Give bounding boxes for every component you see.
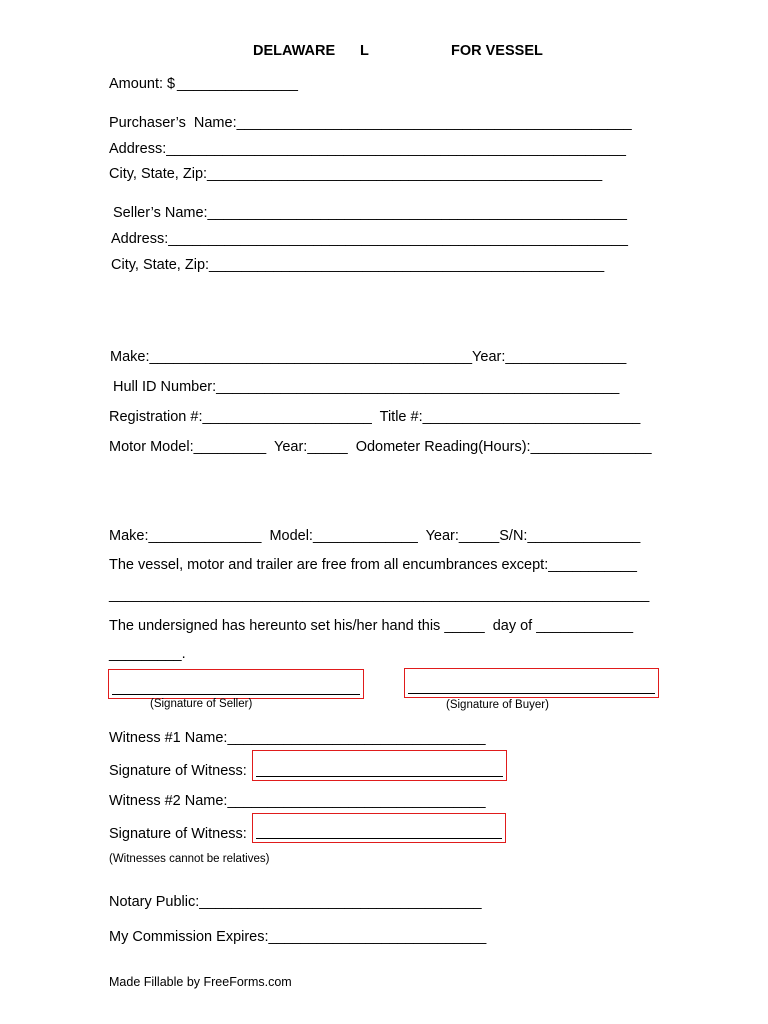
motor-field[interactable]: Motor Model:_________ Year:_____ Odometer Reading(Hours):_______________ [109,439,652,455]
purchaser-city-field[interactable]: City, State, Zip:_________________________________________________ [109,166,603,182]
seller-signature-field[interactable] [108,669,364,699]
witness2-signature-label: Signature of Witness: [109,826,247,842]
witness1-signature-field[interactable] [252,750,507,781]
title-state: DELAWARE [253,43,336,59]
witness1-name-field[interactable]: Witness #1 Name:________________________________ [109,730,486,746]
amount-blank[interactable]: _______________ [177,76,298,92]
buyer-signature-field[interactable] [404,668,659,698]
seller-signature-label: (Signature of Seller) [150,698,253,710]
encumbrances-continuation-field[interactable]: ___________________________________________________________________ [109,587,650,603]
footer-credit: Made Fillable by FreeForms.com [109,975,292,989]
seller-name-field[interactable]: Seller’s Name:____________________________________________________ [113,205,627,221]
witness-note: (Witnesses cannot be relatives) [109,853,270,865]
encumbrances-field[interactable]: The vessel, motor and trailer are free from all encumbrances except:___________ [109,557,637,573]
witness2-name-field[interactable]: Witness #2 Name:________________________________ [109,793,486,809]
trailer-make-model-field[interactable]: Make:______________ Model:_____________ Year:_____S/N:______________ [109,528,641,544]
seller-address-field[interactable]: Address:_________________________________________________________ [111,231,628,247]
registration-title-field[interactable]: Registration #:_____________________ Title #:___________________________ [109,409,641,425]
witness1-signature-label: Signature of Witness: [109,763,247,779]
notary-public-field[interactable]: Notary Public:___________________________________ [109,894,482,910]
amount-label: Amount: $ [109,76,176,92]
commission-expires-field[interactable]: My Commission Expires:___________________________ [109,929,487,945]
title-middle: L [360,43,369,59]
undersigned-continuation-field[interactable]: _________. [109,646,186,662]
undersigned-field[interactable]: The undersigned has hereunto set his/her hand this _____ day of ____________ [109,618,634,634]
vessel-make-year-field[interactable]: Make:________________________________________Year:_______________ [110,349,627,365]
seller-city-field[interactable]: City, State, Zip:_________________________________________________ [111,257,605,273]
buyer-signature-label: (Signature of Buyer) [446,699,549,711]
purchaser-name-field[interactable]: Purchaser’s Name:_________________________________________________ [109,115,632,131]
purchaser-address-field[interactable]: Address:_________________________________________________________ [109,141,626,157]
title-vessel: FOR VESSEL [451,43,543,59]
hull-id-field[interactable]: Hull ID Number:__________________________________________________ [113,379,620,395]
witness2-signature-field[interactable] [252,813,506,843]
